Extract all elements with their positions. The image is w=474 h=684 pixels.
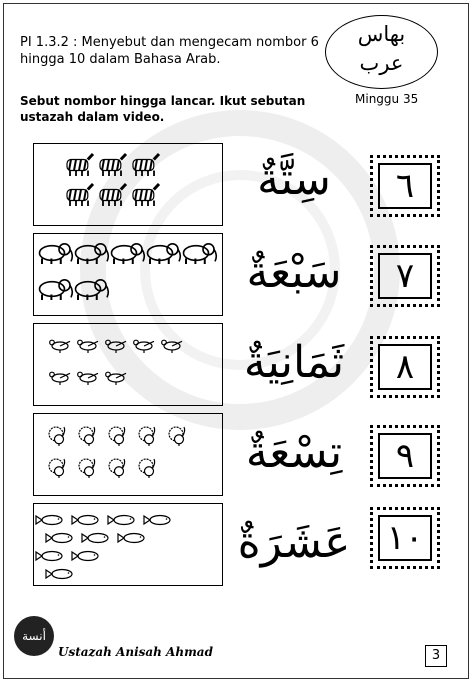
arabic-word-1: سِتَّةٌ bbox=[257, 154, 331, 205]
bird-icon bbox=[50, 340, 70, 353]
bird-icon bbox=[162, 340, 182, 353]
zebra-icon bbox=[100, 184, 126, 206]
elephant-icon bbox=[40, 244, 73, 264]
numeral-1: ٦ bbox=[378, 163, 432, 209]
turkey-icon bbox=[79, 459, 95, 478]
numeral-5: ١٠ bbox=[378, 515, 432, 561]
elephant-icon bbox=[76, 280, 109, 300]
turkey-icon bbox=[139, 427, 155, 446]
fish-icon bbox=[118, 534, 144, 543]
fish-icon bbox=[144, 516, 170, 525]
fish-icon bbox=[72, 516, 98, 525]
bird-icon bbox=[78, 340, 98, 353]
author-name: Ustazah Anisah Ahmad bbox=[58, 645, 213, 659]
fish-icon bbox=[82, 534, 108, 543]
elephant-icon bbox=[184, 244, 217, 264]
arabic-word-4: تِسْعَةٌ bbox=[245, 427, 343, 478]
bird-icon bbox=[106, 372, 126, 385]
page-number: 3 bbox=[425, 645, 447, 667]
fish-icon bbox=[46, 534, 72, 543]
turkey-icon bbox=[49, 427, 65, 446]
elephant-icon bbox=[112, 244, 145, 264]
bird-icon bbox=[50, 372, 70, 385]
turkey-icon bbox=[139, 459, 155, 478]
arabic-word-3: ثَمَانِيَةٌ bbox=[243, 337, 345, 388]
zebra-icon bbox=[100, 154, 126, 176]
elephant-icon bbox=[76, 244, 109, 264]
bird-icon bbox=[106, 340, 126, 353]
fish-icon bbox=[72, 552, 98, 561]
fish-icon bbox=[36, 516, 62, 525]
author-logo: أنسة bbox=[14, 616, 54, 656]
zebra-icon bbox=[133, 184, 159, 206]
learning-standard-text: PI 1.3.2 : Menyebut dan mengecam nombor 6 hingga 10 dalam Bahasa Arab. bbox=[20, 35, 319, 67]
bird-icon bbox=[78, 372, 98, 385]
zebra-icon bbox=[67, 184, 93, 206]
turkey-icon bbox=[79, 427, 95, 446]
numeral-2: ٧ bbox=[378, 253, 432, 299]
turkey-icon bbox=[109, 427, 125, 446]
zebra-icon bbox=[67, 154, 93, 176]
fish-icon bbox=[46, 570, 72, 579]
arabic-word-5: عَشَرَةٌ bbox=[237, 517, 351, 568]
bird-icon bbox=[134, 340, 154, 353]
subject-badge-line1: بهاس bbox=[357, 22, 406, 46]
numeral-3: ٨ bbox=[378, 344, 432, 390]
turkey-icon bbox=[49, 459, 65, 478]
zebra-icon bbox=[133, 154, 159, 176]
subject-badge-line2: عرب bbox=[359, 51, 404, 75]
fish-icon bbox=[108, 516, 134, 525]
elephant-icon bbox=[148, 244, 181, 264]
instruction-text: Sebut nombor hingga lancar. Ikut sebutan ustazah dalam video. bbox=[20, 94, 306, 124]
numeral-4: ٩ bbox=[378, 433, 432, 479]
turkey-icon bbox=[109, 459, 125, 478]
turkey-icon bbox=[169, 427, 185, 446]
week-label: Minggu 35 bbox=[355, 92, 419, 106]
elephant-icon bbox=[40, 280, 73, 300]
arabic-word-2: سَبْعَةٌ bbox=[246, 247, 342, 298]
fish-icon bbox=[36, 552, 62, 561]
